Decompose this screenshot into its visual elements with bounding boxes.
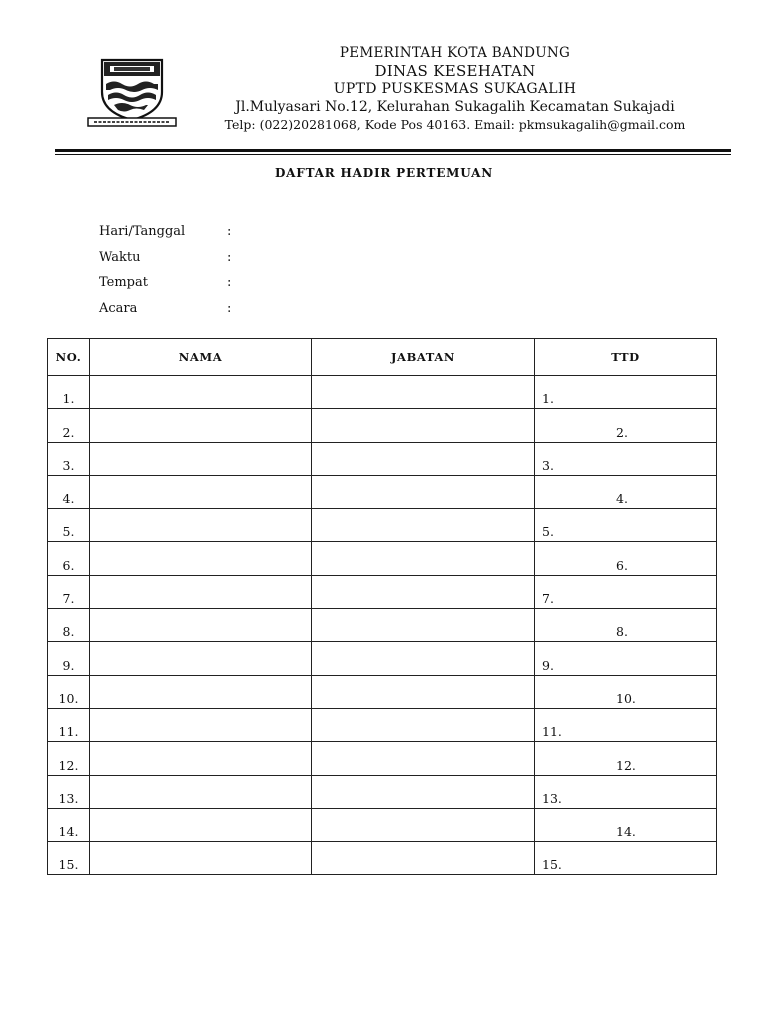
- signature-number-right: 8.: [616, 624, 628, 640]
- position-cell[interactable]: [312, 542, 535, 575]
- meta-separator: :: [227, 300, 232, 316]
- signature-number-left: 11.: [542, 724, 562, 740]
- table-row: [48, 442, 717, 475]
- name-cell[interactable]: [90, 642, 312, 675]
- signature-number-left: 9.: [542, 657, 554, 673]
- signature-number-left: 15.: [542, 857, 562, 873]
- bandung-city-emblem-icon: [84, 54, 180, 130]
- signature-cell[interactable]: [535, 742, 717, 775]
- attendance-table: [47, 338, 717, 875]
- column-header-position: JABATAN: [312, 339, 535, 376]
- name-cell[interactable]: [90, 376, 312, 409]
- header-divider-thick: [55, 149, 731, 152]
- agency-name: DINAS KESEHATAN: [374, 62, 536, 80]
- name-cell[interactable]: [90, 609, 312, 642]
- row-number: 14.: [48, 808, 90, 841]
- government-name: PEMERINTAH KOTA BANDUNG: [339, 45, 571, 61]
- row-number: 1.: [48, 376, 90, 409]
- position-cell[interactable]: [312, 708, 535, 741]
- signature-number-right: 4.: [616, 491, 628, 507]
- signature-number-left: 13.: [542, 790, 562, 806]
- meeting-details: [99, 219, 231, 321]
- signature-number-left: [535, 558, 542, 573]
- signature-number-left: [535, 824, 542, 839]
- table-row: [48, 542, 717, 575]
- name-cell[interactable]: [90, 509, 312, 542]
- row-number: 4.: [48, 475, 90, 508]
- table-row: [48, 808, 717, 841]
- signature-cell[interactable]: [535, 808, 717, 841]
- unit-name: UPTD PUSKESMAS SUKAGALIH: [333, 81, 577, 97]
- row-number: 8.: [48, 609, 90, 642]
- address: Jl.Mulyasari No.12, Kelurahan Sukagalih Kecamatan Sukajadi: [235, 99, 675, 115]
- table-row: [48, 842, 717, 875]
- name-cell[interactable]: [90, 675, 312, 708]
- meta-label: Acara: [99, 300, 138, 316]
- signature-cell[interactable]: [535, 609, 717, 642]
- signature-number-right: 10.: [616, 690, 636, 706]
- signature-cell[interactable]: [535, 575, 717, 608]
- signature-number-left: 3.: [542, 457, 554, 473]
- signature-number-right: 12.: [616, 757, 636, 773]
- signature-cell[interactable]: [535, 775, 717, 808]
- column-header-signature: TTD: [535, 339, 717, 376]
- meta-label: Tempat: [99, 275, 148, 291]
- name-cell[interactable]: [90, 475, 312, 508]
- contact-info: Telp: (022)20281068, Kode Pos 40163. Email: pkmsukagalih@gmail.com: [224, 117, 686, 132]
- table-header-row: [48, 339, 717, 376]
- table-row: [48, 708, 717, 741]
- signature-number-left: [535, 758, 542, 773]
- table-row: [48, 409, 717, 442]
- table-row: [48, 509, 717, 542]
- position-cell[interactable]: [312, 575, 535, 608]
- column-header-no: NO.: [48, 339, 90, 376]
- signature-number-left: [535, 491, 542, 506]
- name-cell[interactable]: [90, 775, 312, 808]
- table-row: [48, 642, 717, 675]
- row-number: 15.: [48, 842, 90, 875]
- table-row: [48, 475, 717, 508]
- signature-number-left: [535, 691, 542, 706]
- name-cell[interactable]: [90, 708, 312, 741]
- signature-number-left: 1.: [542, 391, 554, 407]
- meta-row-place: [99, 270, 231, 296]
- table-row: [48, 609, 717, 642]
- signature-number-left: 5.: [542, 524, 554, 540]
- signature-number-left: [535, 624, 542, 639]
- position-cell[interactable]: [312, 642, 535, 675]
- row-number: 11.: [48, 708, 90, 741]
- meta-row-date: [99, 219, 231, 245]
- signature-cell[interactable]: [535, 675, 717, 708]
- name-cell[interactable]: [90, 742, 312, 775]
- signature-cell[interactable]: [535, 842, 717, 875]
- name-cell[interactable]: [90, 842, 312, 875]
- table-row: [48, 675, 717, 708]
- signature-cell[interactable]: [535, 475, 717, 508]
- meta-label: Hari/Tanggal: [99, 224, 186, 240]
- position-cell[interactable]: [312, 509, 535, 542]
- signature-cell[interactable]: [535, 376, 717, 409]
- table-row: [48, 575, 717, 608]
- meta-separator: :: [227, 224, 232, 240]
- signature-cell[interactable]: [535, 708, 717, 741]
- position-cell[interactable]: [312, 675, 535, 708]
- name-cell[interactable]: [90, 542, 312, 575]
- signature-cell[interactable]: [535, 442, 717, 475]
- meta-separator: :: [227, 249, 232, 265]
- table-row: [48, 376, 717, 409]
- row-number: 9.: [48, 642, 90, 675]
- signature-cell[interactable]: [535, 642, 717, 675]
- row-number: 3.: [48, 442, 90, 475]
- row-number: 6.: [48, 542, 90, 575]
- position-cell[interactable]: [312, 609, 535, 642]
- signature-number-left: [535, 425, 542, 440]
- header-divider-thin: [55, 154, 731, 155]
- signature-cell[interactable]: [535, 509, 717, 542]
- signature-number-right: 6.: [616, 557, 628, 573]
- position-cell[interactable]: [312, 442, 535, 475]
- name-cell[interactable]: [90, 575, 312, 608]
- letterhead-text: [180, 44, 730, 134]
- name-cell[interactable]: [90, 808, 312, 841]
- position-cell[interactable]: [312, 808, 535, 841]
- signature-cell[interactable]: [535, 409, 717, 442]
- signature-number-right: 2.: [616, 424, 628, 440]
- column-header-name: NAMA: [90, 339, 312, 376]
- signature-cell[interactable]: [535, 542, 717, 575]
- document-title: DAFTAR HADIR PERTEMUAN: [274, 166, 494, 180]
- meta-row-agenda: [99, 296, 231, 322]
- row-number: 2.: [48, 409, 90, 442]
- row-number: 5.: [48, 509, 90, 542]
- name-cell[interactable]: [90, 409, 312, 442]
- row-number: 13.: [48, 775, 90, 808]
- signature-number-right: 14.: [616, 824, 636, 840]
- position-cell[interactable]: [312, 376, 535, 409]
- table-row: [48, 742, 717, 775]
- signature-number-left: 7.: [542, 591, 554, 607]
- row-number: 7.: [48, 575, 90, 608]
- row-number: 12.: [48, 742, 90, 775]
- letterhead: [0, 0, 768, 160]
- meta-label: Waktu: [99, 249, 141, 265]
- position-cell[interactable]: [312, 409, 535, 442]
- position-cell[interactable]: [312, 475, 535, 508]
- position-cell[interactable]: [312, 775, 535, 808]
- position-cell[interactable]: [312, 742, 535, 775]
- table-row: [48, 775, 717, 808]
- meta-separator: :: [227, 275, 232, 291]
- name-cell[interactable]: [90, 442, 312, 475]
- row-number: 10.: [48, 675, 90, 708]
- meta-row-time: [99, 245, 231, 271]
- position-cell[interactable]: [312, 842, 535, 875]
